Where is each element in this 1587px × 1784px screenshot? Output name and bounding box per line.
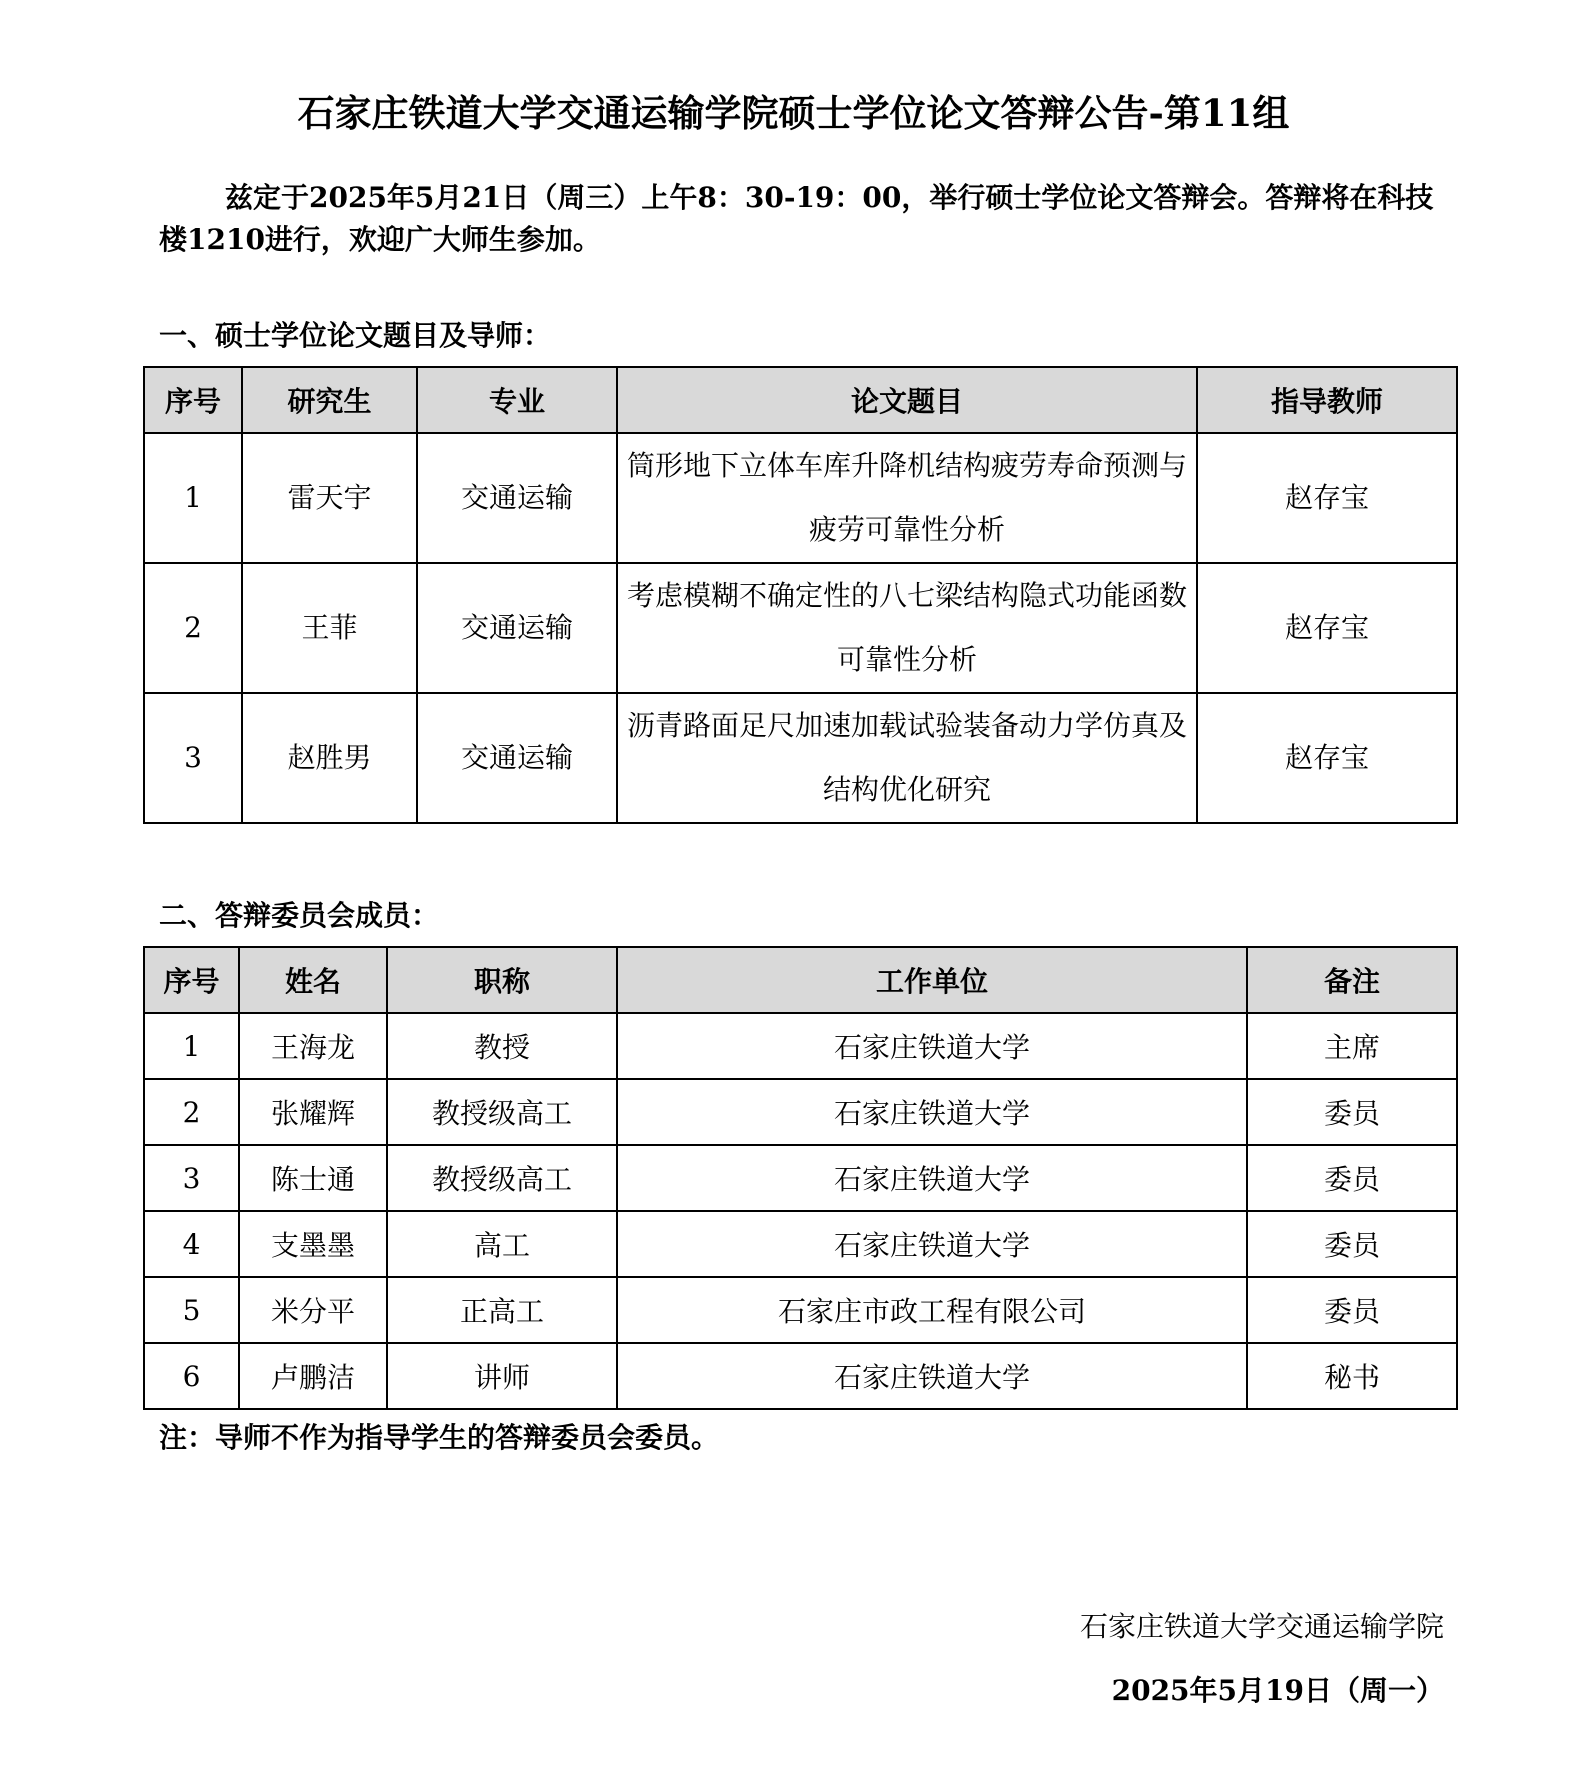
table-cell: 卢鹏洁 <box>239 1343 387 1409</box>
table-cell: 讲师 <box>387 1343 617 1409</box>
table-cell: 赵存宝 <box>1197 563 1457 693</box>
table-row <box>144 1211 1457 1277</box>
table-cell: 赵胜男 <box>242 693 417 823</box>
table-cell: 正高工 <box>387 1277 617 1343</box>
table-cell: 4 <box>144 1211 239 1277</box>
table-cell: 米分平 <box>239 1277 387 1343</box>
table-row <box>144 1079 1457 1145</box>
footnote: 注：导师不作为指导学生的答辩委员会委员。 <box>159 1421 720 1454</box>
table-cell: 1 <box>144 1013 239 1079</box>
table-cell: 委员 <box>1247 1211 1457 1277</box>
table-cell: 交通运输 <box>417 433 617 563</box>
table-cell: 1 <box>144 433 242 563</box>
table-cell: 石家庄铁道大学 <box>617 1211 1247 1277</box>
section1-heading: 一、硕士学位论文题目及导师： <box>159 319 552 352</box>
header-cell: 备注 <box>1247 947 1457 1013</box>
intro-paragraph: 兹定于2025年5月21日（周三）上午8：30-19：00，举行硕士学位论文答辩会。答辩将在科技楼1210进行，欢迎广大师生参加。 <box>159 181 1434 256</box>
table-row <box>144 1145 1457 1211</box>
table-row <box>144 433 1457 563</box>
thesis-table <box>143 366 1458 824</box>
table-cell: 秘书 <box>1247 1343 1457 1409</box>
table-cell: 3 <box>144 1145 239 1211</box>
table-cell: 赵存宝 <box>1197 433 1457 563</box>
table-cell: 委员 <box>1247 1277 1457 1343</box>
signature-date: 2025年5月19日（周一） <box>1111 1674 1444 1707</box>
table-cell: 支墨墨 <box>239 1211 387 1277</box>
table-row <box>144 1013 1457 1079</box>
table-cell: 5 <box>144 1277 239 1343</box>
header-cell: 姓名 <box>239 947 387 1013</box>
table-cell: 陈士通 <box>239 1145 387 1211</box>
table-cell: 赵存宝 <box>1197 693 1457 823</box>
header-cell: 职称 <box>387 947 617 1013</box>
page-title: 石家庄铁道大学交通运输学院硕士学位论文答辩公告-第11组 <box>297 91 1290 135</box>
table-cell: 筒形地下立体车库升降机结构疲劳寿命预测与疲劳可靠性分析 <box>617 433 1197 563</box>
header-cell: 研究生 <box>242 367 417 433</box>
table-row <box>144 693 1457 823</box>
table-cell: 3 <box>144 693 242 823</box>
header-cell: 指导教师 <box>1197 367 1457 433</box>
table-cell: 张耀辉 <box>239 1079 387 1145</box>
table-cell: 2 <box>144 563 242 693</box>
table-cell: 雷天宇 <box>242 433 417 563</box>
header-cell: 序号 <box>144 947 239 1013</box>
table-cell: 王海龙 <box>239 1013 387 1079</box>
header-cell: 专业 <box>417 367 617 433</box>
table-cell: 交通运输 <box>417 693 617 823</box>
table-cell: 王菲 <box>242 563 417 693</box>
table-cell: 考虑模糊不确定性的八七梁结构隐式功能函数可靠性分析 <box>617 563 1197 693</box>
table-cell: 石家庄铁道大学 <box>617 1013 1247 1079</box>
committee-table-header <box>144 947 1457 1013</box>
table-row <box>144 563 1457 693</box>
committee-table <box>143 946 1458 1410</box>
table-cell: 2 <box>144 1079 239 1145</box>
thesis-table-header <box>144 367 1457 433</box>
table-cell: 高工 <box>387 1211 617 1277</box>
table-cell: 委员 <box>1247 1079 1457 1145</box>
table-cell: 石家庄铁道大学 <box>617 1079 1247 1145</box>
table-row <box>144 1277 1457 1343</box>
header-cell: 工作单位 <box>617 947 1247 1013</box>
table-cell: 委员 <box>1247 1145 1457 1211</box>
table-cell: 主席 <box>1247 1013 1457 1079</box>
table-cell: 教授级高工 <box>387 1079 617 1145</box>
table-cell: 交通运输 <box>417 563 617 693</box>
table-row <box>144 1343 1457 1409</box>
table-cell: 石家庄市政工程有限公司 <box>617 1277 1247 1343</box>
signature-org: 石家庄铁道大学交通运输学院 <box>1079 1610 1444 1643</box>
table-cell: 教授级高工 <box>387 1145 617 1211</box>
header-cell: 序号 <box>144 367 242 433</box>
table-cell: 6 <box>144 1343 239 1409</box>
header-cell: 论文题目 <box>617 367 1197 433</box>
table-cell: 教授 <box>387 1013 617 1079</box>
table-cell: 石家庄铁道大学 <box>617 1343 1247 1409</box>
table-cell: 石家庄铁道大学 <box>617 1145 1247 1211</box>
section2-heading: 二、答辩委员会成员： <box>159 899 440 932</box>
table-cell: 沥青路面足尺加速加载试验装备动力学仿真及结构优化研究 <box>617 693 1197 823</box>
